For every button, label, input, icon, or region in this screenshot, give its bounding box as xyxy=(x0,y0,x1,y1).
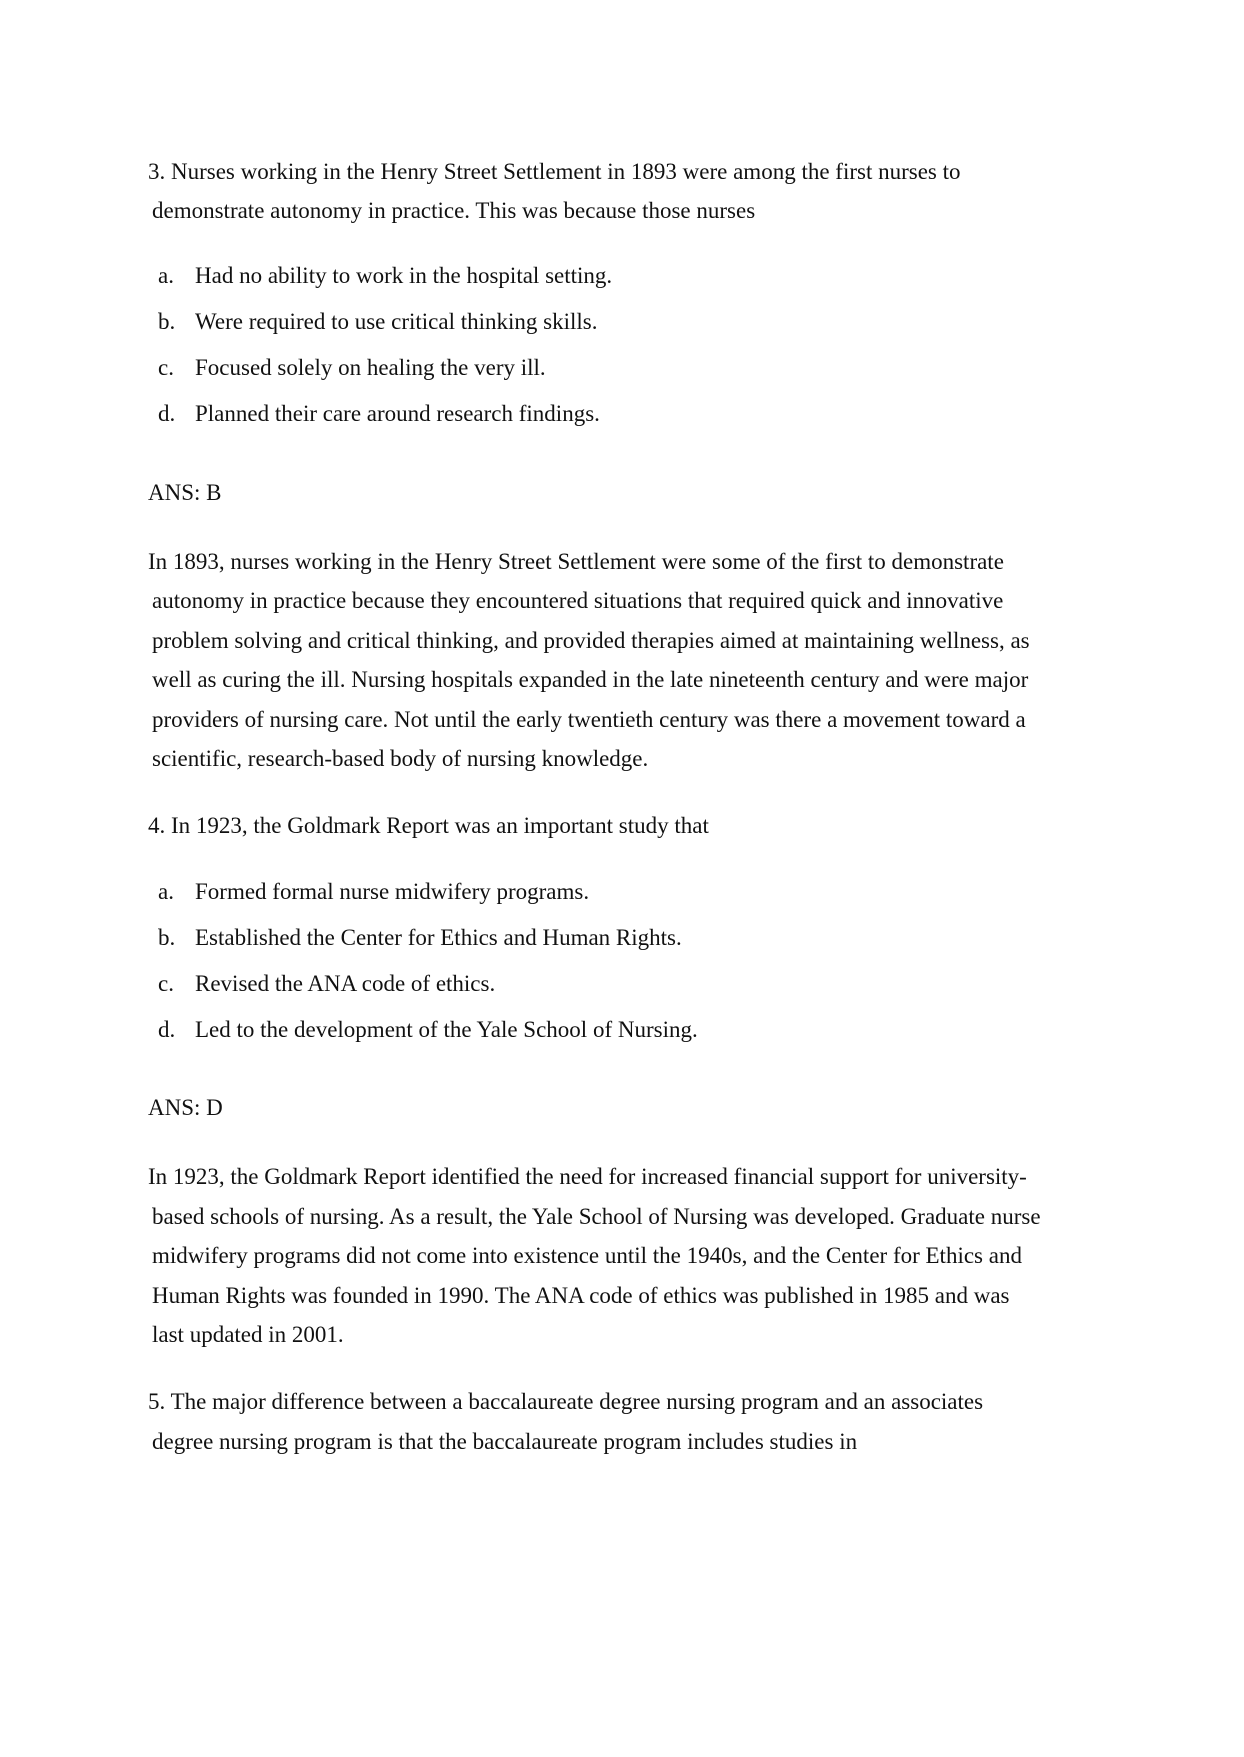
question-4-rationale-line-5: last updated in 2001. xyxy=(152,1322,344,1347)
question-5-stem-line-2: degree nursing program is that the baccalaureate program includes studies in xyxy=(152,1429,858,1454)
question-4-option-c-letter: c. xyxy=(158,971,174,996)
question-3-option-c-letter: c. xyxy=(158,355,174,380)
question-3-rationale-line-3: problem solving and critical thinking, and provided therapies aimed at maintaining wellness, as xyxy=(152,628,1030,653)
question-3-option-d-letter: d. xyxy=(158,401,176,426)
question-3-option-c-text: Focused solely on healing the very ill. xyxy=(195,355,546,380)
question-3-rationale-line-5: providers of nursing care. Not until the early twentieth century was there a movement toward a xyxy=(152,707,1026,732)
question-4-stem-line-1: 4. In 1923, the Goldmark Report was an important study that xyxy=(148,813,709,838)
question-4-answer: ANS: D xyxy=(148,1095,223,1120)
question-4-option-a-text: Formed formal nurse midwifery programs. xyxy=(195,879,590,904)
question-4-option-a-letter: a. xyxy=(158,879,174,904)
question-3-rationale-line-4: well as curing the ill. Nursing hospitals expanded in the late nineteenth century and were major xyxy=(152,667,1029,692)
question-4-option-b-letter: b. xyxy=(158,925,176,950)
question-4-rationale-line-3: midwifery programs did not come into existence until the 1940s, and the Center for Ethics and xyxy=(152,1243,1022,1268)
question-4-rationale-line-4: Human Rights was founded in 1990. The ANA code of ethics was published in 1985 and was xyxy=(152,1283,1010,1308)
question-3-stem-line-2: demonstrate autonomy in practice. This was because those nurses xyxy=(152,198,756,223)
question-3-option-a-letter: a. xyxy=(158,263,174,288)
question-4-option-d-text: Led to the development of the Yale School of Nursing. xyxy=(195,1017,698,1042)
question-3-rationale-line-6: scientific, research-based body of nursing knowledge. xyxy=(152,746,649,771)
question-3-answer: ANS: B xyxy=(148,480,222,505)
question-3-option-d-text: Planned their care around research findings. xyxy=(195,401,600,426)
question-3-stem-line-1: 3. Nurses working in the Henry Street Settlement in 1893 were among the first nurses to xyxy=(148,159,961,184)
question-5-stem-line-1: 5. The major difference between a baccalaureate degree nursing program and an associates xyxy=(148,1389,984,1414)
question-3-option-b-letter: b. xyxy=(158,309,176,334)
question-4-rationale-line-2: based schools of nursing. As a result, the Yale School of Nursing was developed. Graduate nurse xyxy=(152,1204,1041,1229)
question-3-option-b-text: Were required to use critical thinking skills. xyxy=(195,309,598,334)
question-3-rationale-line-1: In 1893, nurses working in the Henry Street Settlement were some of the first to demonstrate xyxy=(148,549,1004,574)
question-3-rationale-line-2: autonomy in practice because they encountered situations that required quick and innovative xyxy=(152,588,1004,613)
question-4-rationale-line-1: In 1923, the Goldmark Report identified the need for increased financial support for university- xyxy=(148,1164,1027,1189)
question-4-option-d-letter: d. xyxy=(158,1017,176,1042)
question-3-option-a-text: Had no ability to work in the hospital setting. xyxy=(195,263,613,288)
question-4-option-b-text: Established the Center for Ethics and Human Rights. xyxy=(195,925,682,950)
question-4-option-c-text: Revised the ANA code of ethics. xyxy=(195,971,496,996)
